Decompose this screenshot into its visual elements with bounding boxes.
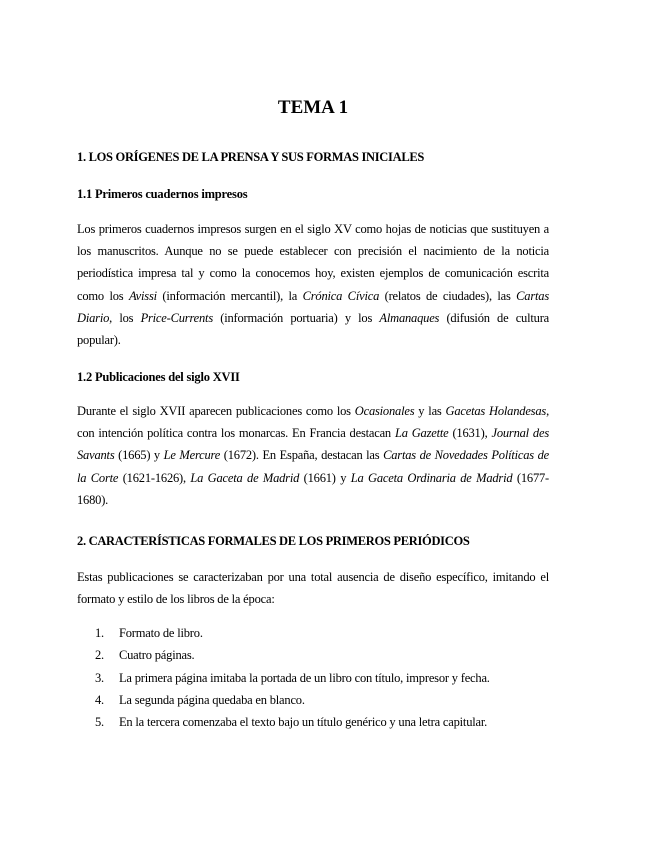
list-item: 3. La primera página imitaba la portada de un libro con título, impresor y fecha.	[95, 670, 490, 685]
page-title: TEMA 1	[277, 97, 349, 118]
subsection-1-1-heading: 1.1 Primeros cuadernos impresos	[77, 187, 248, 201]
section-2-heading: 2. CARACTERÍSTICAS FORMALES DE LOS PRIMEROS PERIÓDICOS	[77, 534, 470, 548]
paragraph-caracteristicas: Estas publicaciones se caracterizaban por una total ausencia de diseño específico, imitando el formato y estilo de los libros de la época:	[77, 570, 549, 607]
list-item: 5. En la tercera comenzaba el texto bajo un título genérico y una letra capitular.	[95, 715, 488, 730]
list-item: 2. Cuatro páginas.	[95, 648, 195, 663]
characteristics-list	[77, 622, 490, 733]
paragraph-cuadernos: Los primeros cuadernos impresos surgen en el siglo XV como hojas de noticias que sustituyen a los manuscritos. Aunque no se puede establecer con precisión el nacimiento de la noticia periodística impresa tal y como la conocemos hoy, existen ejemplos de comunicación escrita como los Avissi (información mercantil), la Crónica Cívica (relatos de ciudades), las Cartas Diario, los Price-Currents (información portuaria) y los Almanaques (difusión de cultura popular).	[77, 222, 550, 348]
section-1-heading: 1. LOS ORÍGENES DE LA PRENSA Y SUS FORMAS INICIALES	[77, 150, 425, 164]
subsection-1-2-heading: 1.2 Publicaciones del siglo XVII	[77, 370, 240, 384]
list-item: 4. La segunda página quedaba en blanco.	[95, 692, 305, 707]
paragraph-siglo-xvii: Durante el siglo XVII aparecen publicaciones como los Ocasionales y las Gacetas Holandesas, con intención política contra los monarcas. En Francia destacan La Gazette (1631), Journal des Savants (1665) y Le Mercure (1672). En España, destacan las Cartas de Novedades Políticas de la Corte (1621-1626), La Gaceta de Madrid (1661) y La Gaceta Ordinaria de Madrid (1677-1680).	[77, 404, 550, 507]
list-item: 1. Formato de libro.	[95, 626, 203, 640]
